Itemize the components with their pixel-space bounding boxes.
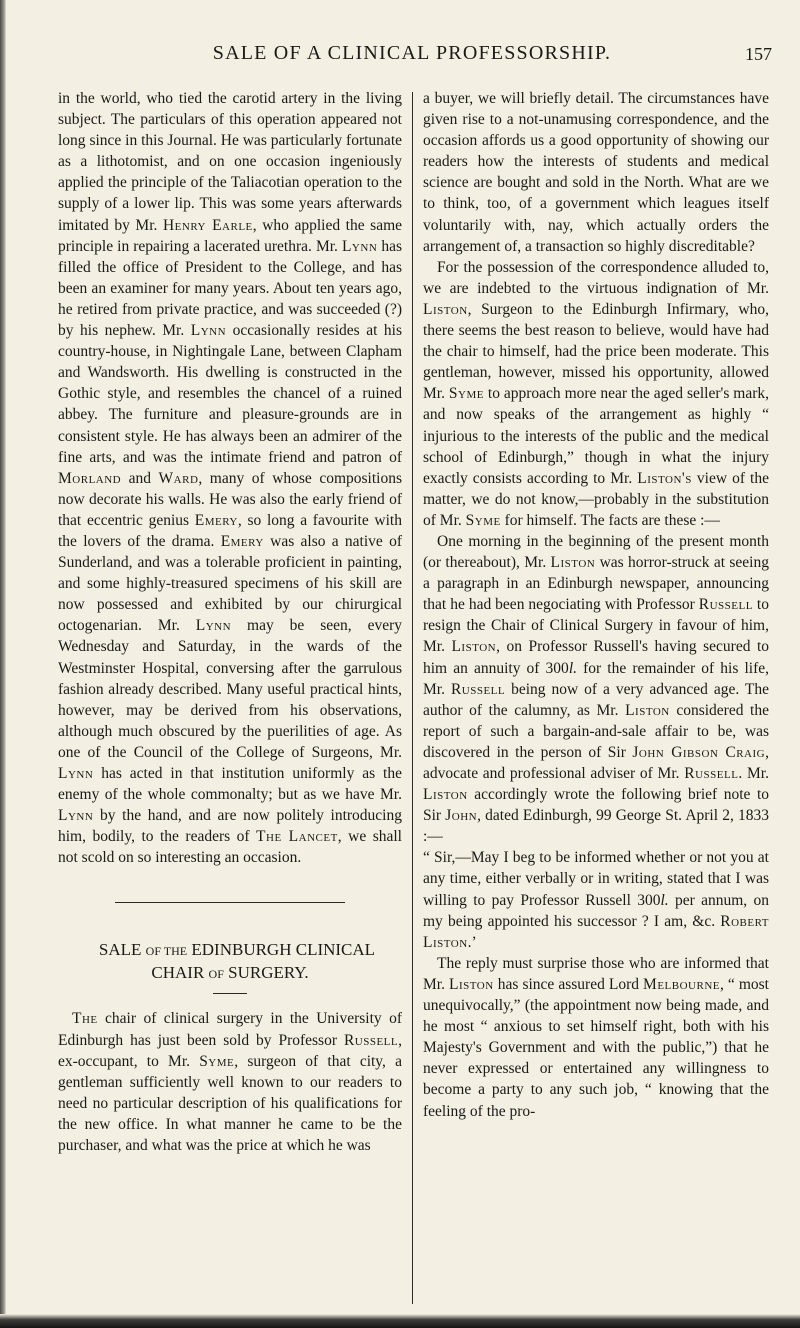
page-header bbox=[24, 42, 800, 82]
paragraph-facts: One morning in the beginning of the present month (or thereabout), Mr. Liston was horror-struck at seeing a paragraph in an Edinburgh newspaper, announcing that he had been negociating with Professor Russell to resign the Chair of Clinical Surgery in favour of him, Mr. Liston, on Professor Russell's having secured to him an annuity of 300l. for the remainder of his life, Mr. Russell being now of a very advanced age. The author of the calumny, as Mr. Liston considered the report of such a bargain-and-sale affair to be, was discovered in the person of Sir John Gibson Craig, advocate and professional adviser of Mr. Russell. Mr. Liston accordingly wrote the following brief note to Sir John, dated Edinburgh, 99 George St. April 2, 1833 :— bbox=[423, 532, 770, 846]
paragraph-reply: The reply must surprise those who are informed that Mr. Liston has since assured Lord Melbourne, “ most unequivocally,” (the appointment now being made, and he most “ anxious to set himself right, both with his Majesty's Government and with the public,”) that he never expressed or entertained any willingness to become a party to any such job, “ knowing that the feeling of the pro- bbox=[423, 954, 769, 1120]
section-opening-paragraph: The chair of clinical surgery in the University of Edinburgh has just been sold by Professor Russell, ex-occupant, to Mr. Syme, surgeon of that city, a gentleman sufficiently well known to our readers to need no particular description of his qualifications for the new office. In what manner he came to be the purchaser, and what was the price at which he was bbox=[58, 1010, 402, 1155]
heading-short-rule bbox=[213, 993, 247, 994]
page-binding-edge bbox=[0, 0, 6, 1328]
paragraph-correspondence: For the possession of the correspondence alluded to, we are indebted to the virtuous indignation of Mr. Liston, Surgeon to the Edinburgh Infirmary, who, there seems the best reason to believe, would have had the chair to himself, had the price been moderate. This gentleman, however, missed his opportunity, allowed Mr. Syme to approach more near the aged seller's mark, and now speaks of the arrangement as highly “ injurious to the interests of the public and the medical school of Edinburgh,” though in what the injury exactly consists according to Mr. Liston's view of the matter, we do not know,—probably in the substitution of Mr. Syme for himself. The facts are these :— bbox=[423, 258, 769, 529]
left-column bbox=[58, 88, 402, 1156]
column-divider bbox=[412, 92, 413, 1304]
section-separator-rule bbox=[115, 902, 345, 903]
section-heading: SALE OF THE EDINBURGH CLINICAL CHAIR OF SURGERY. bbox=[98, 940, 376, 983]
quoted-letter: “ Sir,—May I beg to be informed whether or not you at any time, either verbally or in writing, stated that I was willing to pay Professor Russell 300l. per annum, on my being appointed his successor ? I am, &c. Robert Liston.’ bbox=[423, 849, 769, 951]
paragraph-buyer: a buyer, we will briefly detail. The circumstances have given rise to a not-unamusing correspondence, and the occasion affords us a good opportunity of showing our readers how the interests of students and medical science are bought and sold in the North. What are we to think, too, of a government which leagues itself voluntarily with, nay, which actually orders the arrangement of, a transaction so highly discreditable? bbox=[423, 90, 769, 255]
right-column bbox=[423, 88, 769, 1122]
running-title: SALE OF A CLINICAL PROFESSORSHIP. bbox=[212, 42, 612, 64]
continued-paragraph: in the world, who tied the carotid artery in the living subject. The particulars of this operation appeared not long since in this Journal. He was particularly fortunate as a lithotomist, and on one occasion ingeniously applied the principle of the Taliacotian operation to the supply of a lower lip. This was some years afterwards imitated by Mr. Henry Earle, who applied the same principle in repairing a lacerated urethra. Mr. Lynn has filled the office of President to the College, and has been an examiner for many years. About ten years ago, he retired from private practice, and was succeeded (?) by his nephew. Mr. Lynn occasionally resides at his country-house, in Nightingale Lane, between Clapham and Wandsworth. His dwelling is constructed in the Gothic style, and resembles the chancel of a ruined abbey. The furniture and pleasure-grounds are in consistent style. He has always been an admirer of the fine arts, and was the intimate friend and patron of Morland and Ward, many of whose compositions now decorate his walls. He was also the early friend of that eccentric genius Emery, so long a favourite with the lovers of the drama. Emery was also a native of Sunderland, and was a tolerable proficient in painting, and some highly-treasured specimens of his skill are now possessed and exhibited by our chirurgical octogenarian. Mr. Lynn may be seen, every Wednesday and Saturday, in the wards of the Westminster Hospital, conversing after the garrulous fashion already described. Many useful practical hints, however, may be derived from his observations, although much obscured by the puerilities of age. As one of the Council of the College of Surgeons, Mr. Lynn has acted in that institution uniformly as the enemy of the whole commonalty; but as we have Mr. Lynn by the hand, and are now politely introducing him, bodily, to the readers of The Lancet, we shall not scold on so interesting an occasion. bbox=[58, 90, 403, 867]
page-number: 157 bbox=[745, 44, 772, 64]
page-bottom-edge bbox=[0, 1314, 800, 1328]
